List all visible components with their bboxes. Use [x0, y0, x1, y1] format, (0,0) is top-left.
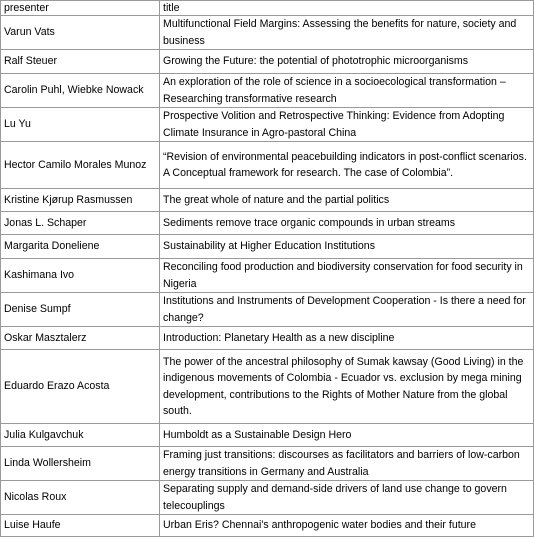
presenter-cell: Jonas L. Schaper	[1, 212, 160, 235]
table-row	[1, 481, 534, 515]
table-row	[1, 327, 534, 350]
title-cell: Growing the Future: the potential of phototrophic microorganisms	[160, 50, 534, 74]
title-cell: Framing just transitions: discourses as facilitators and barriers of low-carbon energy transitions in Germany and Australia	[160, 447, 534, 481]
title-cell: Separating supply and demand-side drivers of land use change to govern telecouplings	[160, 481, 534, 515]
title-cell: An exploration of the role of science in a socioecological transformation – Researching transformative research	[160, 74, 534, 108]
title-cell: Sediments remove trace organic compounds in urban streams	[160, 212, 534, 235]
presenter-cell: Ralf Steuer	[1, 50, 160, 74]
table-row	[1, 293, 534, 327]
presenter-cell: Varun Vats	[1, 16, 160, 50]
title-cell: The power of the ancestral philosophy of Sumak kawsay (Good Living) in the indigenous movements of Colombia - Ecuador vs. exclusion by mega mining development, contributions to the Rights of Mother Nature from the global south.	[160, 350, 534, 424]
table-row	[1, 189, 534, 212]
title-cell: Urban Eris? Chennai's anthropogenic water bodies and their future	[160, 515, 534, 537]
title-cell: Introduction: Planetary Health as a new discipline	[160, 327, 534, 350]
presenter-cell: Nicolas Roux	[1, 481, 160, 515]
title-cell: Humboldt as a Sustainable Design Hero	[160, 424, 534, 447]
presenter-cell: Carolin Puhl, Wiebke Nowack	[1, 74, 160, 108]
presenter-cell: Hector Camilo Morales Munoz	[1, 142, 160, 189]
presenter-cell: Julia Kulgavchuk	[1, 424, 160, 447]
table-row	[1, 350, 534, 424]
table-row	[1, 108, 534, 142]
presenter-cell: Linda Wollersheim	[1, 447, 160, 481]
header-presenter: presenter	[1, 1, 160, 16]
presenter-cell: Oskar Masztalerz	[1, 327, 160, 350]
table-row	[1, 259, 534, 293]
title-cell: Sustainability at Higher Education Institutions	[160, 235, 534, 259]
table-row	[1, 16, 534, 50]
title-cell: Institutions and Instruments of Development Cooperation - Is there a need for change?	[160, 293, 534, 327]
table-row	[1, 447, 534, 481]
title-cell: Multifunctional Field Margins: Assessing the benefits for nature, society and business	[160, 16, 534, 50]
table-row	[1, 515, 534, 537]
title-cell: “Revision of environmental peacebuilding indicators in post-conflict scenarios. A Conceptual framework for research. The case of Colombia”.	[160, 142, 534, 189]
title-cell: Reconciling food production and biodiversity conservation for food security in Nigeria	[160, 259, 534, 293]
table-row	[1, 74, 534, 108]
table-row	[1, 235, 534, 259]
title-cell: Prospective Volition and Retrospective Thinking: Evidence from Adopting Climate Insurance in Agro-pastoral China	[160, 108, 534, 142]
header-title: title	[160, 1, 534, 16]
presenter-cell: Luise Haufe	[1, 515, 160, 537]
table-row	[1, 424, 534, 447]
table-row	[1, 142, 534, 189]
table-header-row	[1, 1, 534, 16]
presenter-cell: Lu Yu	[1, 108, 160, 142]
presenter-cell: Kristine Kjørup Rasmussen	[1, 189, 160, 212]
table-row	[1, 50, 534, 74]
title-cell: The great whole of nature and the partial politics	[160, 189, 534, 212]
presenter-cell: Margarita Doneliene	[1, 235, 160, 259]
presenter-cell: Eduardo Erazo Acosta	[1, 350, 160, 424]
presenter-cell: Denise Sumpf	[1, 293, 160, 327]
presenter-cell: Kashimana Ivo	[1, 259, 160, 293]
table-row	[1, 212, 534, 235]
